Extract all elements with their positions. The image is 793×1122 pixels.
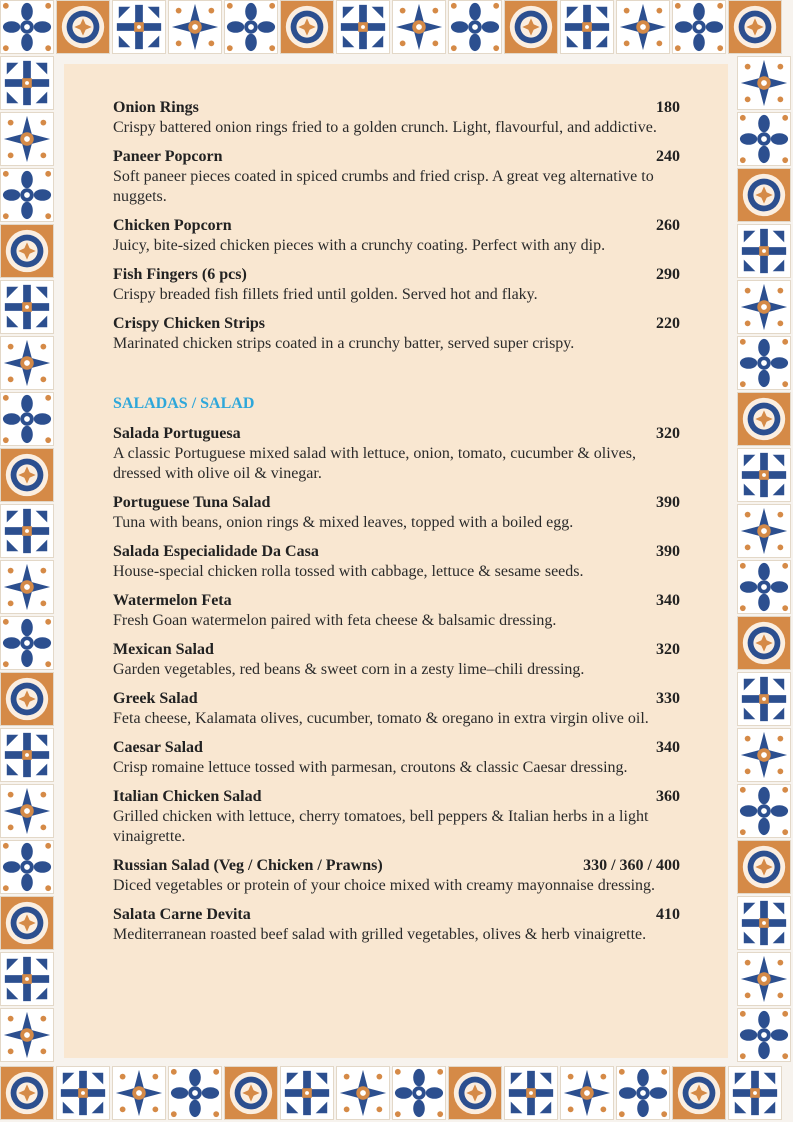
decorative-tile xyxy=(448,0,502,54)
item-description: Garden vegetables, red beans & sweet corn in a zesty lime–chili dressing. xyxy=(113,661,585,678)
salad-list xyxy=(113,424,680,945)
tile-border-right xyxy=(737,56,793,1066)
decorative-tile xyxy=(737,952,791,1006)
tile-border-left xyxy=(0,56,56,1066)
section-heading-salad: SALADAS / SALAD xyxy=(113,395,255,412)
decorative-tile xyxy=(737,672,791,726)
decorative-tile xyxy=(280,1066,334,1120)
decorative-tile xyxy=(56,1066,110,1120)
item-description: Juicy, bite-sized chicken pieces with a crunchy coating. Perfect with any dip. xyxy=(113,237,606,254)
item-price: 320 xyxy=(656,641,680,658)
item-name: Onion Rings xyxy=(113,99,199,116)
item-description: Fresh Goan watermelon paired with feta cheese & balsamic dressing. xyxy=(113,612,557,629)
decorative-tile xyxy=(0,112,54,166)
decorative-tile xyxy=(280,0,334,54)
decorative-tile xyxy=(616,0,670,54)
item-name: Mexican Salad xyxy=(113,641,214,658)
item-name: Salada Portuguesa xyxy=(113,425,241,442)
item-price: 260 xyxy=(656,217,680,234)
decorative-tile xyxy=(737,784,791,838)
decorative-tile xyxy=(737,616,791,670)
decorative-tile xyxy=(0,336,54,390)
decorative-tile xyxy=(0,728,54,782)
decorative-tile xyxy=(0,0,54,54)
menu-item xyxy=(113,314,680,354)
decorative-tile xyxy=(728,1066,782,1120)
decorative-tile xyxy=(0,392,54,446)
item-price: 240 xyxy=(656,148,680,165)
decorative-tile xyxy=(737,728,791,782)
decorative-tile xyxy=(737,1008,791,1062)
decorative-tile xyxy=(0,952,54,1006)
item-description: Diced vegetables or protein of your choice mixed with creamy mayonnaise dressing. xyxy=(113,877,656,894)
menu-panel xyxy=(64,64,728,1058)
decorative-tile xyxy=(504,0,558,54)
decorative-tile xyxy=(56,0,110,54)
decorative-tile xyxy=(737,112,791,166)
snacks-list xyxy=(113,98,680,354)
item-description: Crispy breaded fish fillets fried until golden. Served hot and flaky. xyxy=(113,286,538,303)
decorative-tile xyxy=(0,168,54,222)
decorative-tile xyxy=(0,560,54,614)
decorative-tile xyxy=(0,784,54,838)
decorative-tile xyxy=(0,896,54,950)
menu-item xyxy=(113,542,680,582)
decorative-tile xyxy=(0,224,54,278)
item-description: Grilled chicken with lettuce, cherry tomatoes, bell peppers & Italian herbs in a light vinaigrette. xyxy=(113,808,649,845)
decorative-tile xyxy=(616,1066,670,1120)
decorative-tile xyxy=(224,1066,278,1120)
menu-item xyxy=(113,265,680,305)
decorative-tile xyxy=(336,0,390,54)
decorative-tile xyxy=(392,0,446,54)
item-description: Tuna with beans, onion rings & mixed leaves, topped with a boiled egg. xyxy=(113,514,574,531)
item-name: Caesar Salad xyxy=(113,739,203,756)
decorative-tile xyxy=(737,840,791,894)
decorative-tile xyxy=(737,896,791,950)
decorative-tile xyxy=(0,840,54,894)
decorative-tile xyxy=(392,1066,446,1120)
item-price: 360 xyxy=(656,788,680,805)
menu-item xyxy=(113,147,680,207)
item-name: Crispy Chicken Strips xyxy=(113,315,266,332)
menu-item xyxy=(113,738,680,778)
decorative-tile xyxy=(112,1066,166,1120)
item-description: Crispy battered onion rings fried to a golden crunch. Light, flavourful, and addictive. xyxy=(113,119,657,136)
item-name: Fish Fingers (6 pcs) xyxy=(113,266,247,283)
menu-item xyxy=(113,856,680,896)
item-price: 330 / 360 / 400 xyxy=(583,857,680,874)
decorative-tile xyxy=(448,1066,502,1120)
item-price: 390 xyxy=(656,543,680,560)
item-name: Italian Chicken Salad xyxy=(113,788,262,805)
decorative-tile xyxy=(336,1066,390,1120)
menu-item xyxy=(113,216,680,256)
decorative-tile xyxy=(560,1066,614,1120)
decorative-tile xyxy=(224,0,278,54)
item-price: 220 xyxy=(656,315,680,332)
decorative-tile xyxy=(0,672,54,726)
decorative-tile xyxy=(0,616,54,670)
decorative-tile xyxy=(737,336,791,390)
decorative-tile xyxy=(504,1066,558,1120)
decorative-tile xyxy=(737,168,791,222)
decorative-tile xyxy=(112,0,166,54)
item-description: Soft paneer pieces coated in spiced crumbs and fried crisp. A great veg alternative to nuggets. xyxy=(113,168,654,205)
menu-item xyxy=(113,640,680,680)
menu-item xyxy=(113,905,680,945)
decorative-tile xyxy=(168,1066,222,1120)
decorative-tile xyxy=(737,504,791,558)
menu-item xyxy=(113,591,680,631)
item-description: House-special chicken rolla tossed with cabbage, lettuce & sesame seeds. xyxy=(113,563,584,580)
item-name: Portuguese Tuna Salad xyxy=(113,494,271,511)
item-price: 340 xyxy=(656,592,680,609)
item-price: 340 xyxy=(656,739,680,756)
item-description: Mediterranean roasted beef salad with grilled vegetables, olives & herb vinaigrette. xyxy=(113,926,647,943)
item-price: 290 xyxy=(656,266,680,283)
item-price: 410 xyxy=(656,906,680,923)
decorative-tile xyxy=(737,280,791,334)
item-description: Feta cheese, Kalamata olives, cucumber, tomato & oregano in extra virgin olive oil. xyxy=(113,710,649,727)
decorative-tile xyxy=(0,280,54,334)
item-name: Chicken Popcorn xyxy=(113,217,232,234)
decorative-tile xyxy=(0,1008,54,1062)
item-price: 390 xyxy=(656,494,680,511)
item-name: Russian Salad (Veg / Chicken / Prawns) xyxy=(113,857,383,874)
tile-border-bottom xyxy=(0,1066,793,1122)
menu-item xyxy=(113,689,680,729)
menu-item xyxy=(113,493,680,533)
decorative-tile xyxy=(737,224,791,278)
decorative-tile xyxy=(672,0,726,54)
menu-item xyxy=(113,787,680,847)
item-name: Paneer Popcorn xyxy=(113,148,223,165)
item-name: Salada Especialidade Da Casa xyxy=(113,543,319,560)
decorative-tile xyxy=(728,0,782,54)
item-price: 180 xyxy=(656,99,680,116)
decorative-tile xyxy=(168,0,222,54)
decorative-tile xyxy=(0,504,54,558)
tile-border-top xyxy=(0,0,793,56)
decorative-tile xyxy=(737,448,791,502)
decorative-tile xyxy=(0,1066,54,1120)
decorative-tile xyxy=(672,1066,726,1120)
item-description: A classic Portuguese mixed salad with lettuce, onion, tomato, cucumber & olives, dressed with olive oil & vinegar. xyxy=(113,445,636,482)
item-name: Greek Salad xyxy=(113,690,198,707)
decorative-tile xyxy=(737,560,791,614)
item-description: Marinated chicken strips coated in a crunchy batter, served super crispy. xyxy=(113,335,575,352)
decorative-tile xyxy=(0,448,54,502)
decorative-tile xyxy=(560,0,614,54)
decorative-tile xyxy=(737,392,791,446)
decorative-tile xyxy=(0,56,54,110)
item-name: Salata Carne Devita xyxy=(113,906,251,923)
menu-item xyxy=(113,424,680,484)
decorative-tile xyxy=(737,56,791,110)
item-price: 320 xyxy=(656,425,680,442)
item-description: Crisp romaine lettuce tossed with parmesan, croutons & classic Caesar dressing. xyxy=(113,759,628,776)
item-name: Watermelon Feta xyxy=(113,592,232,609)
menu-item xyxy=(113,98,680,138)
item-price: 330 xyxy=(656,690,680,707)
